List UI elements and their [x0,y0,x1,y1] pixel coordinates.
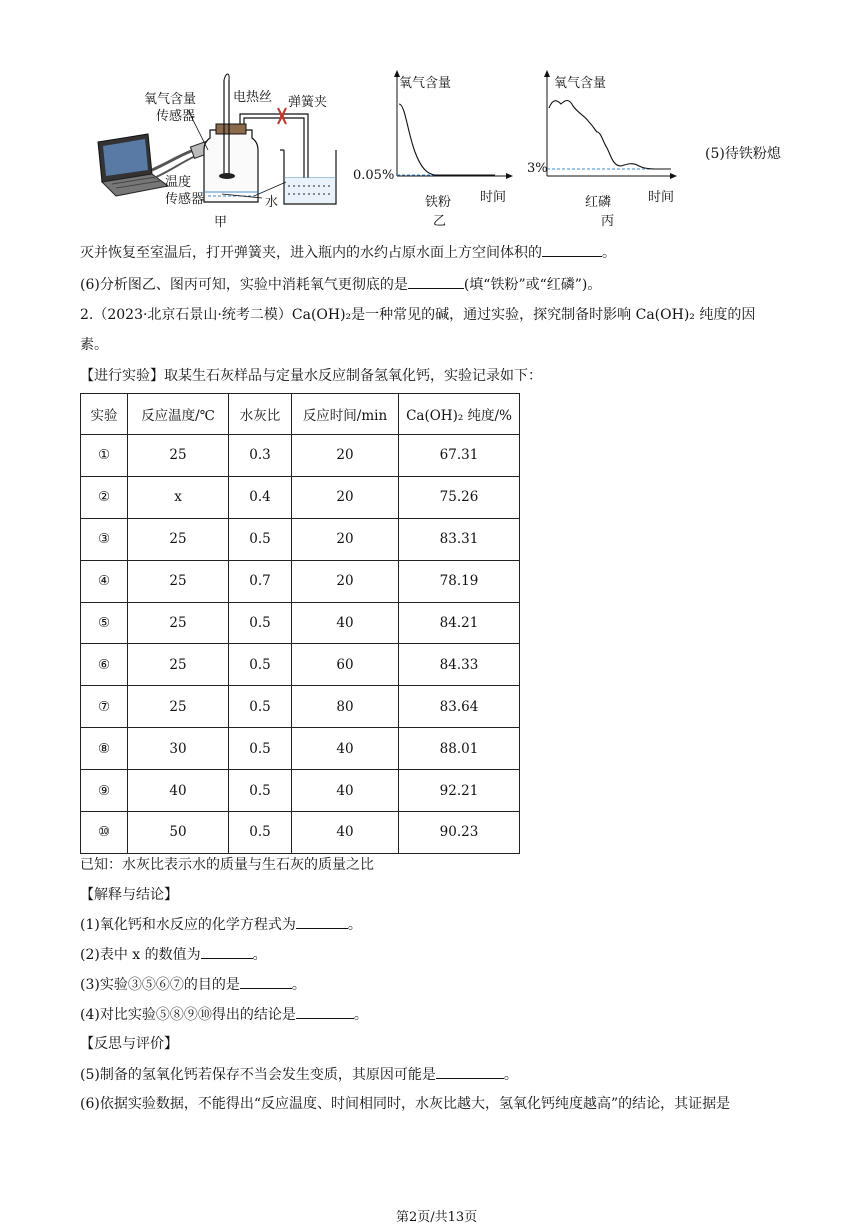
caption-jia: 甲 [214,215,228,230]
table-cell: 40 [128,770,229,812]
period: 。 [291,977,306,993]
table-cell: 20 [292,518,399,560]
section-reflect-header: 【反思与评价】 [80,1036,178,1052]
table-cell: 20 [292,560,399,602]
answer-blank [408,274,464,289]
table-cell: 0.3 [229,435,292,477]
chart-yi-ylabel: 氧气含量 [399,76,452,91]
table-cell: 40 [292,812,399,854]
table-cell: ⑥ [81,644,128,686]
chart-yi-level-label: 0.05% [353,168,395,183]
chart-bing-caption: 丙 [601,214,615,229]
table-cell: 0.7 [229,560,292,602]
table-cell: ⑨ [81,770,128,812]
table-cell: 0.5 [229,686,292,728]
text-line-1 [80,242,616,263]
table-cell: 0.4 [229,476,292,518]
table-cell: 83.64 [399,686,520,728]
question-explain-1 [80,914,362,935]
chart-bing-level-label: 3% [527,161,548,176]
chart-yi-substance: 铁粉 [425,195,452,210]
chart-bing-ylabel: 氧气含量 [554,76,607,91]
table-cell: ⑦ [81,686,128,728]
table-cell: 40 [292,602,399,644]
label-temp-sensor-2: 传感器 [165,192,205,207]
table-cell: ⑩ [81,812,128,854]
question-2-line-2: 素。 [80,337,108,353]
table-cell: 50 [128,812,229,854]
table-row [81,728,520,770]
label-spring-clip: 弹簧夹 [288,95,328,110]
table-row [81,770,520,812]
answer-blank [296,1004,354,1019]
table-cell: 30 [128,728,229,770]
table-cell: ① [81,435,128,477]
question-explain-4 [80,1004,368,1025]
table-cell: ⑧ [81,728,128,770]
period: 。 [503,1067,518,1083]
text-line-2-end: (填“铁粉”或“红磷”)。 [463,277,602,293]
text-line-2-body: (6)分析图乙、图丙可知，实验中消耗氧气更彻底的是 [80,277,408,293]
table-row [81,560,520,602]
table-header: 实验 [81,394,128,435]
table-cell: 90.23 [399,812,520,854]
question-reflect-5-text: (5)制备的氢氧化钙若保存不当会发生变质，其原因可能是 [80,1067,436,1083]
table-header: 反应温度/℃ [128,394,229,435]
table-cell: ② [81,476,128,518]
text-line-1-body: 灭并恢复至室温后，打开弹簧夹，进入瓶内的水约占原水面上方空间体积的 [80,245,542,261]
chart-yi-curve [399,104,495,175]
table-header: 反应时间/min [292,394,399,435]
table-cell: 25 [128,686,229,728]
table-cell: 0.5 [229,602,292,644]
question-explain-2-text: (2)表中 x 的数值为 [80,947,201,963]
table-cell: 80 [292,686,399,728]
label-o2-sensor-1: 氧气含量 [144,92,197,107]
table-cell: 20 [292,435,399,477]
section-explain-header: 【解释与结论】 [80,887,178,903]
table-cell: ⑤ [81,602,128,644]
table-cell: 0.5 [229,812,292,854]
table-header: Ca(OH)₂ 纯度/% [399,394,520,435]
text-line-1-end: 。 [602,245,616,261]
table-header-row [81,394,520,435]
text-line-2 [80,274,601,295]
table-row [81,602,520,644]
table-cell: 40 [292,728,399,770]
table-cell: 78.19 [399,560,520,602]
table-cell: 83.31 [399,518,520,560]
question-explain-4-text: (4)对比实验⑤⑧⑨⑩得出的结论是 [80,1007,296,1023]
label-water: 水 [265,195,279,210]
chart-yi-xlabel: 时间 [480,190,507,205]
period: 。 [347,917,362,933]
table-cell: 25 [128,602,229,644]
table-cell: 25 [128,518,229,560]
table-cell: 40 [292,770,399,812]
table-cell: 25 [128,560,229,602]
label-temp-sensor-1: 温度 [165,175,192,190]
table-cell: ③ [81,518,128,560]
table-row [81,435,520,477]
question-explain-2 [80,944,267,965]
table-cell: 0.5 [229,644,292,686]
table-row [81,812,520,854]
table-cell: 60 [292,644,399,686]
page-footer: 第2页/共13页 [396,1210,478,1225]
label-o2-sensor-2: 传感器 [156,109,196,124]
table-cell: 84.21 [399,602,520,644]
period: 。 [353,1007,368,1023]
table-cell: 75.26 [399,476,520,518]
figure-side-text: (5)待铁粉熄 [705,146,781,162]
table-cell: ④ [81,560,128,602]
question-explain-1-text: (1)氧化钙和水反应的化学方程式为 [80,917,296,933]
known-note: 已知：水灰比表示水的质量与生石灰的质量之比 [80,857,374,873]
question-reflect-5 [80,1064,518,1085]
table-header: 水灰比 [229,394,292,435]
question-reflect-6: (6)依据实验数据，不能得出“反应温度、时间相同时，水灰比越大，氢氧化钙纯度越高”的结论，其证据是 [80,1096,731,1112]
period: 。 [252,947,267,963]
answer-blank [296,914,348,929]
table-cell: 67.31 [399,435,520,477]
experiment-intro: 【进行实验】取某生石灰样品与定量水反应制备氢氧化钙，实验记录如下： [80,368,542,384]
laptop-icon [98,134,168,196]
table-cell: x [128,476,229,518]
question-explain-3 [80,974,306,995]
answer-blank [542,242,602,257]
chart-bing-substance: 红磷 [585,195,612,210]
spring-clip-icon [278,108,286,124]
table-row [81,644,520,686]
label-heater-wire: 电热丝 [233,90,273,105]
answer-blank [240,974,292,989]
table-row [81,476,520,518]
experiment-table [80,393,520,854]
table-cell: 0.5 [229,770,292,812]
answer-blank [201,944,253,959]
table-cell: 0.5 [229,728,292,770]
table-cell: 25 [128,435,229,477]
table-cell: 20 [292,476,399,518]
chart-bing-xlabel: 时间 [648,190,675,205]
table-cell: 88.01 [399,728,520,770]
table-row [81,518,520,560]
question-explain-3-text: (3)实验③⑤⑥⑦的目的是 [80,977,240,993]
chart-yi-caption: 乙 [433,214,447,229]
table-cell: 84.33 [399,644,520,686]
question-2-line-1: 2.（2023·北京石景山·统考二模）Ca(OH)₂是一种常见的碱，通过实验，探究制备时影响 Ca(OH)₂ 纯度的因 [80,307,756,323]
chart-bing-curve [549,101,671,170]
table-cell: 92.21 [399,770,520,812]
table-cell: 25 [128,644,229,686]
table-row [81,686,520,728]
answer-blank [436,1064,504,1079]
table-cell: 0.5 [229,518,292,560]
